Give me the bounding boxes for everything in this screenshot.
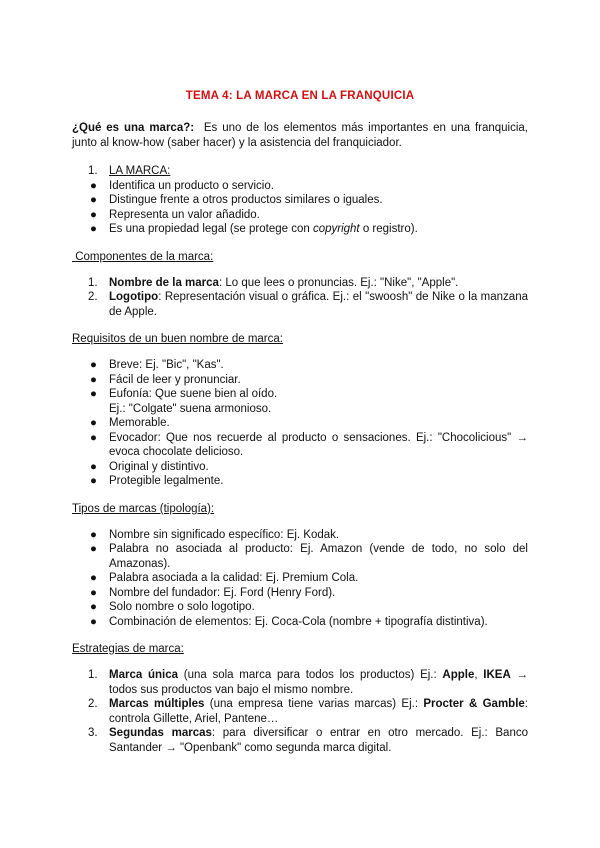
list-item-text: Palabra no asociada al producto: Ej. Amazon (vende de todo, no solo del Amazonas). — [109, 543, 528, 570]
intro-paragraph — [72, 121, 528, 151]
list-item — [72, 358, 528, 373]
list-number: 3. — [88, 727, 98, 739]
bullet-icon: ● — [90, 543, 97, 555]
bullet-icon: ● — [90, 359, 97, 371]
la-marca-section — [72, 164, 528, 237]
tipos-heading: Tipos de marcas (tipología): — [72, 502, 215, 515]
bullet-icon: ● — [90, 528, 97, 541]
bold-term: Procter & Gamble — [423, 698, 525, 710]
list-item-text: Eufonía: Que suene bien al oído. — [109, 388, 278, 400]
bullet-icon: ● — [90, 388, 97, 400]
bold-term: Marcas múltiples — [109, 698, 205, 710]
list-item — [72, 373, 528, 388]
bullet-icon: ● — [90, 601, 97, 613]
list-item — [72, 222, 528, 237]
tipos-list — [72, 528, 528, 630]
document-title: TEMA 4: LA MARCA EN LA FRANQUICIA — [185, 90, 415, 102]
bullet-icon: ● — [90, 586, 97, 599]
list-item — [72, 542, 528, 571]
list-item — [72, 431, 528, 460]
list-item-text: o registro). — [359, 223, 418, 235]
list-number: 2. — [88, 698, 98, 710]
list-item — [72, 460, 528, 475]
list-item — [72, 697, 528, 726]
intro-question: ¿Qué es una marca?: — [72, 122, 195, 134]
list-item-text: Identifica un producto o servicio. — [109, 179, 274, 192]
list-item — [72, 615, 528, 630]
bullet-icon: ● — [90, 194, 97, 206]
bold-term: Apple — [442, 669, 475, 681]
bullet-icon: ● — [90, 615, 97, 628]
list-item-text: Nombre sin significado específico: Ej. Kodak. — [109, 528, 340, 541]
list-item — [72, 474, 528, 489]
bold-term: Segundas marcas — [109, 727, 212, 739]
list-item-text: : Lo que lees o pronuncias. Ej.: "Nike", "Apple". — [218, 276, 459, 289]
list-item — [72, 193, 528, 208]
list-item-text: → todos sus productos van bajo el mismo nombre. — [109, 669, 528, 696]
list-item-text: (una empresa tiene varias marcas) Ej.: — [204, 698, 424, 710]
bullet-icon: ● — [90, 208, 97, 221]
bullet-icon: ● — [90, 223, 97, 235]
bold-term: Nombre de la marca — [109, 276, 219, 289]
list-item-text: : Representación visual o gráfica. Ej.: el "swoosh" de Nike o la manzana de Apple. — [109, 291, 528, 318]
bold-term: Marca única — [109, 669, 179, 681]
italic-term: copyright — [312, 223, 360, 235]
bullet-icon: ● — [90, 460, 97, 473]
list-item-text: Evocador: Que nos recuerde al producto o sensaciones. Ej.: "Chocolicious" → evoca chocolate delicioso. — [109, 431, 528, 458]
list-item-text: Combinación de elementos: Ej. Coca-Cola (nombre + tipografía distintiva). — [109, 615, 488, 628]
list-item — [72, 208, 528, 223]
list-item-text: Fácil de leer y pronunciar. — [109, 373, 241, 386]
heading-text: Componentes de la marca: — [75, 250, 214, 263]
estrategias-list — [72, 668, 528, 755]
list-item — [72, 528, 528, 543]
list-item-text: Breve: Ej. "Bic", "Kas". — [109, 359, 224, 371]
list-item — [72, 600, 528, 615]
requisitos-list — [72, 358, 528, 489]
list-item-text: : controla Gillette, Ariel, Pantene… — [109, 698, 528, 725]
componentes-list — [72, 276, 528, 320]
list-item-text: , — [474, 669, 484, 681]
list-item-text: Solo nombre o solo logotipo. — [109, 601, 255, 613]
estrategias-heading: Estrategias de marca: — [72, 643, 184, 655]
list-item-text: Representa un valor añadido. — [109, 208, 260, 221]
list-item — [72, 571, 528, 586]
bullet-icon: ● — [90, 431, 97, 444]
bullet-icon: ● — [90, 417, 97, 429]
list-item-text: Nombre del fundador: Ej. Ford (Henry Ford). — [109, 586, 336, 599]
list-item — [72, 276, 528, 291]
bullet-icon: ● — [90, 179, 97, 192]
bold-term: Logotipo — [109, 291, 159, 303]
list-item-text: Protegible legalmente. — [109, 475, 224, 487]
list-item-text: : para diversificar o entrar en otro mercado. Ej.: Banco Santander → "Openbank" como segunda marca digital. — [109, 727, 528, 754]
list-item — [72, 179, 528, 194]
list-item-text: Original y distintivo. — [109, 460, 209, 473]
list-item — [72, 290, 528, 319]
list-item — [72, 586, 528, 601]
list-item-text: Ej.: "Colgate" suena armonioso. — [109, 402, 272, 415]
bold-term: IKEA — [483, 669, 511, 681]
requisitos-heading: Requisitos de un buen nombre de marca: — [72, 333, 283, 345]
la-marca-label: LA MARCA: — [109, 165, 171, 177]
list-item — [72, 668, 528, 697]
list-item-text: Distingue frente a otros productos similares o iguales. — [109, 194, 383, 206]
list-number: 1. — [88, 276, 98, 289]
list-number: 1. — [88, 165, 98, 177]
bullet-icon: ● — [90, 373, 97, 386]
list-item — [72, 726, 528, 755]
list-number: 2. — [88, 291, 98, 303]
list-item — [72, 387, 528, 416]
la-marca-heading — [72, 164, 528, 179]
list-item-text: Memorable. — [109, 417, 170, 429]
list-item-text: Palabra asociada a la calidad: Ej. Premium Cola. — [109, 572, 359, 584]
list-item — [72, 416, 528, 431]
bullet-icon: ● — [90, 572, 97, 584]
list-item-text: (una sola marca para todos los productos) Ej.: — [178, 669, 443, 681]
bullet-icon: ● — [90, 475, 97, 487]
intro-answer: Es uno de los elementos más importantes en una franquicia, junto al know-how (saber hacer) y la asistencia del franquiciador. — [72, 122, 528, 149]
list-item-text: Es una propiedad legal (se protege con — [109, 223, 313, 235]
componentes-heading — [72, 250, 528, 264]
list-number: 1. — [88, 669, 98, 681]
